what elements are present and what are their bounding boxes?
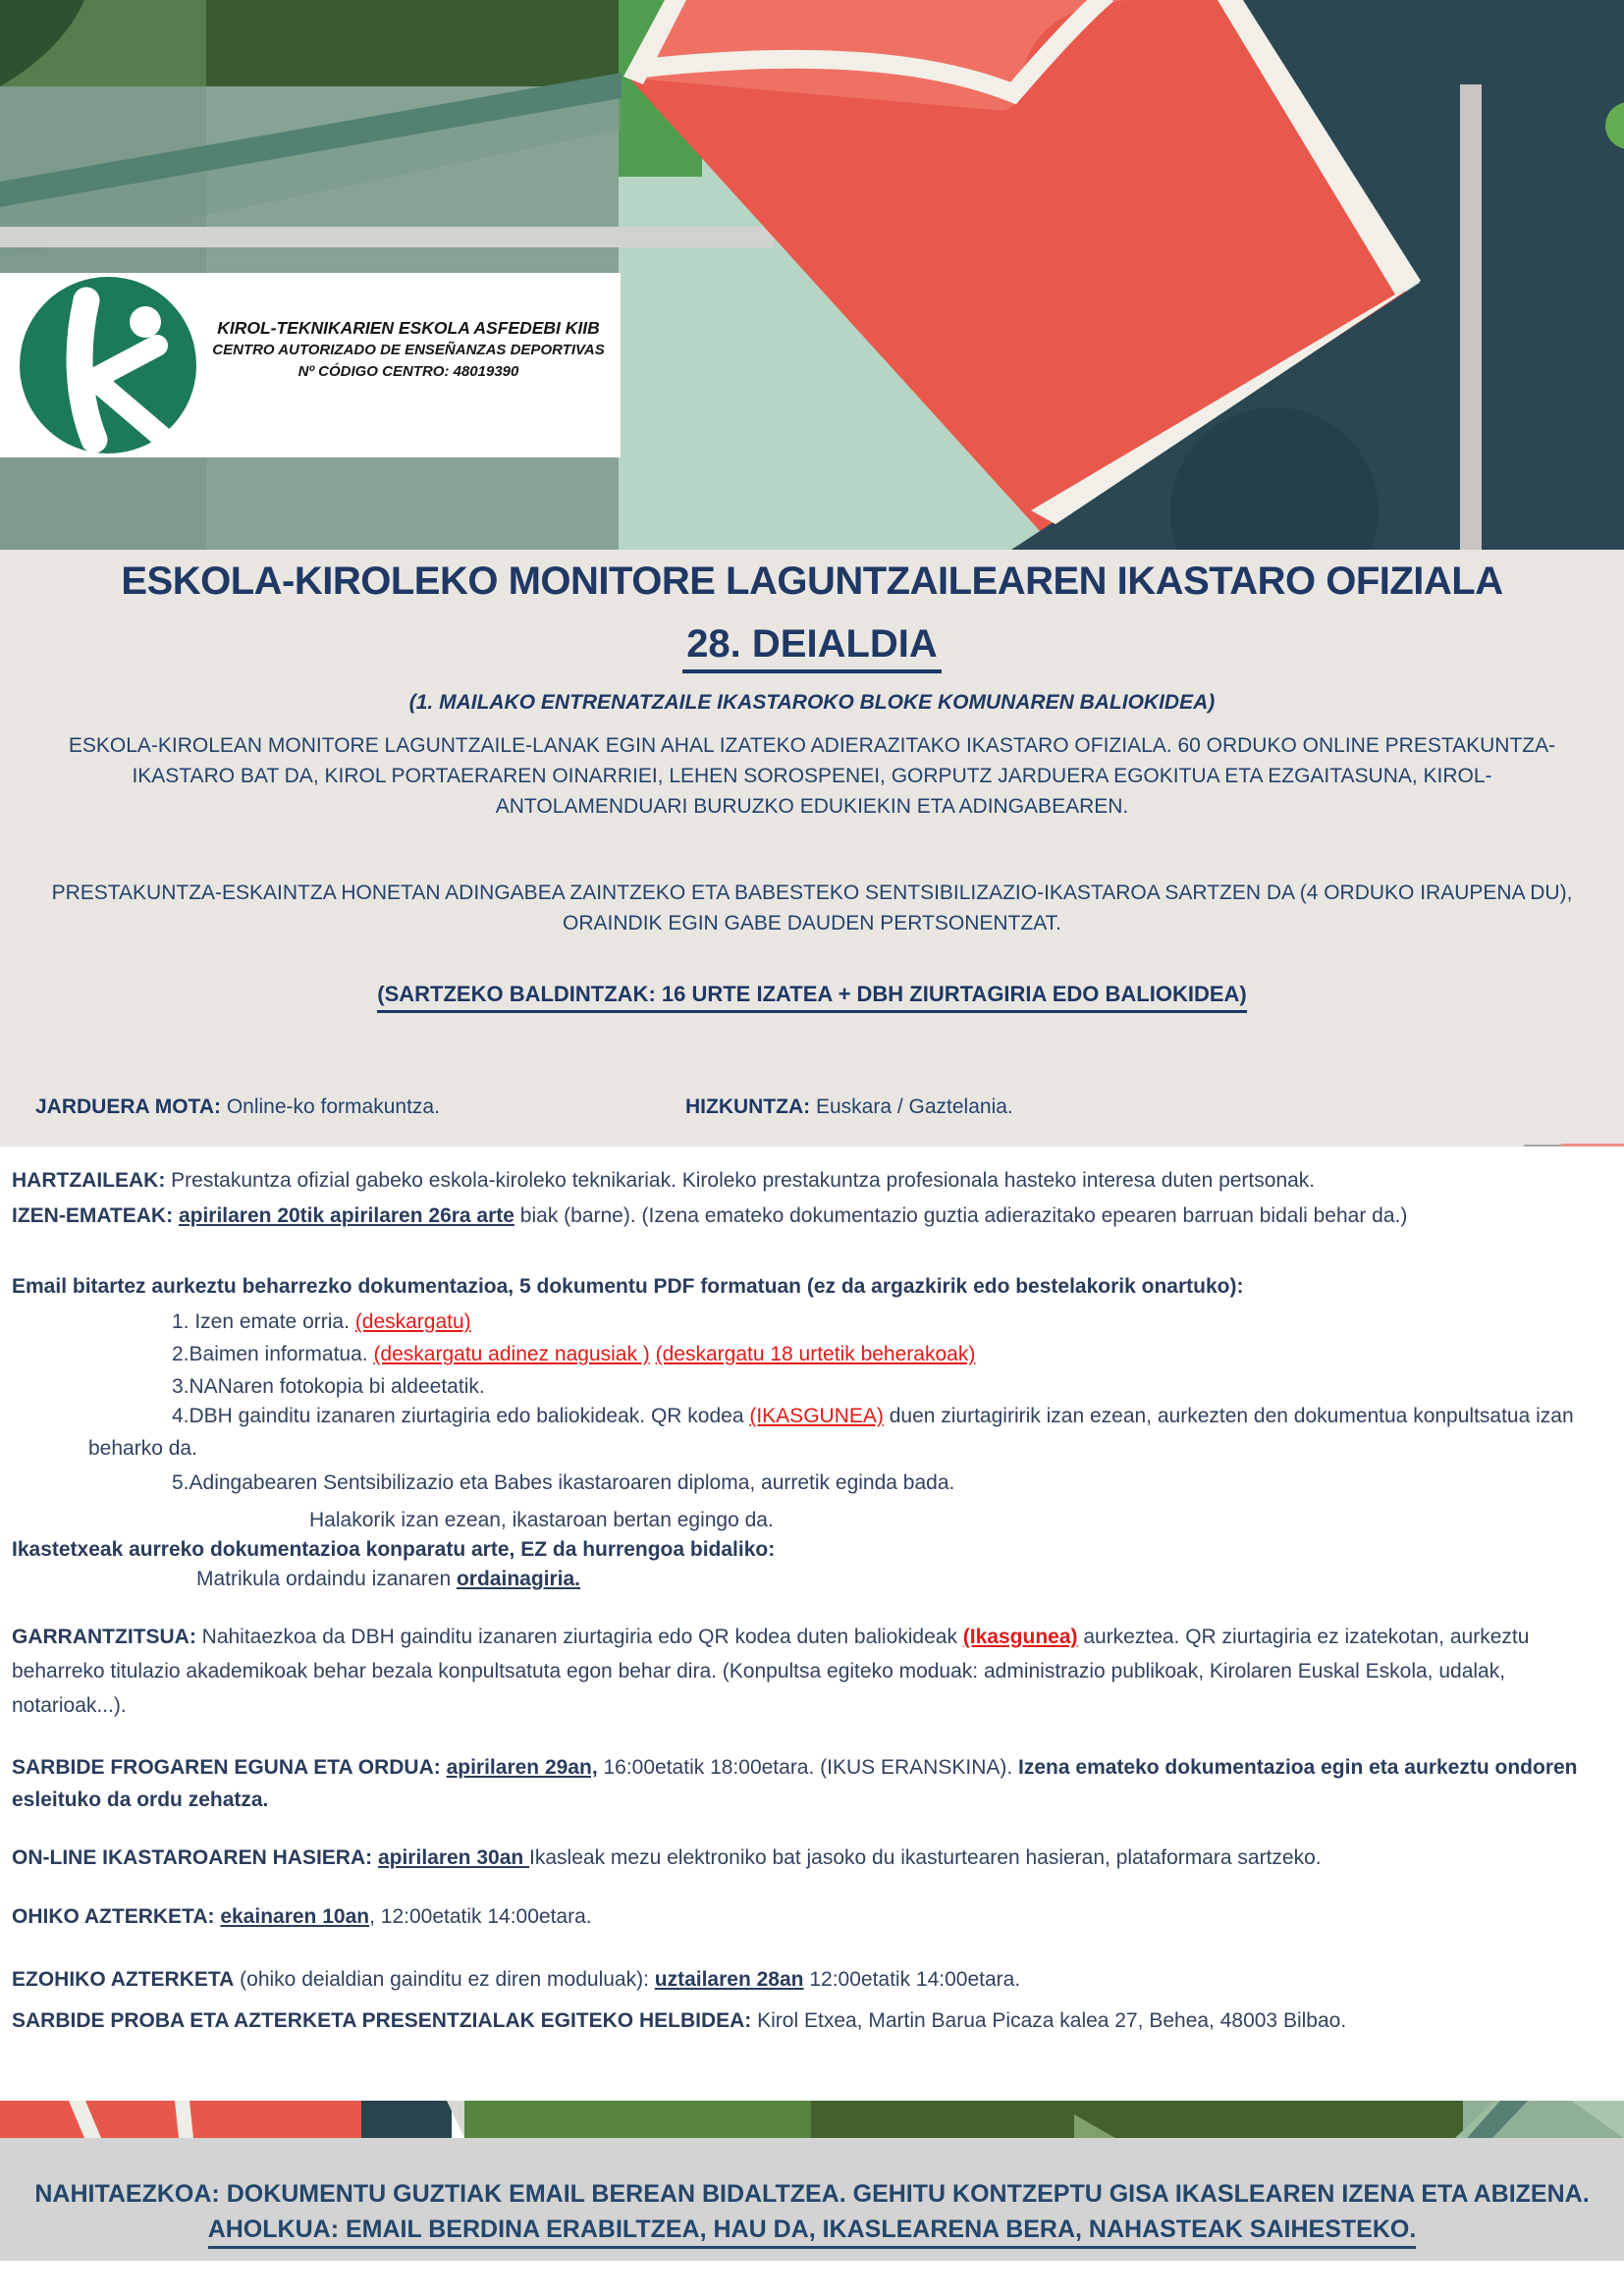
page-title-line1: ESKOLA-KIROLEKO MONITORE LAGUNTZAILEAREN IKASTARO OFIZIALA [121,560,1503,603]
activity-type-value: Online-ko formakuntza. [221,1095,440,1118]
text-run: ON-LINE IKASTAROAREN HASIERA: [12,1846,373,1869]
paragraph-garrantzitsua [12,1620,1614,1723]
org-name: KIROL-TEKNIKARIEN ESKOLA ASFEDEBI KIIB [217,318,600,338]
text-run: ordainagiria. [456,1568,581,1590]
text-run: ekainaren 10an [220,1905,370,1928]
text-run: EZOHIKO AZTERKETA [12,1968,235,1991]
list-item-5 [12,1467,1614,1499]
text-run: apirilaren 30an [377,1846,530,1869]
download-link[interactable]: (deskargatu) [354,1310,471,1333]
text-run: SARBIDE FROGAREN EGUNA ETA ORDUA: [12,1756,441,1779]
paragraph-online-hasiera [12,1842,1614,1874]
text-run: apirilaren 20tik apirilaren 26ra arte [178,1204,514,1227]
text-run: aurkeztea. QR ziurtagiria ez izatekotan, aurkeztu beharreko titulazio akademikoak behar bezala konpultsatuta egon behar dira. (Konpultsa egiteko moduak: administrazio publikoak, Kirolaren Euskal Eskola, udalak, notarioak...). [12,1626,1530,1717]
download-link[interactable]: (deskargatu 18 urtetik beherakoak) [655,1343,976,1365]
text-run: Prestakuntza ofizial gabeko eskola-kiroleko teknikariak. Kiroleko prestakuntza profesionala hasteko interesa duten pertsonak. [165,1169,1316,1192]
paragraph-email-docs [12,1270,1614,1303]
text-run: OHIKO AZTERKETA: [12,1905,215,1928]
text-run: 12:00etatik 14:00etara. [803,1968,1021,1991]
text-run: Izena emateko dokumentazioa egin eta aurkeztu ondoren esleituko da ordu zehatza. [12,1756,1578,1811]
list-item-2 [12,1338,1614,1370]
org-subtitle: CENTRO AUTORIZADO DE ENSEÑANZAS DEPORTIVAS [212,342,605,358]
text-run: 3.NANaren fotokopia bi aldeetatik. [172,1375,485,1398]
text-run: SARBIDE PROBA ETA AZTERKETA PRESENTZIALAK EGITEKO HELBIDEA: [12,2009,752,2032]
page-title-line2 [0,622,1624,673]
paragraph-ezohiko-azterketa [12,1963,1614,1996]
download-link[interactable]: (IKASGUNEA) [749,1405,884,1427]
body-section [0,1147,1624,2101]
text-run: Email bitartez aurkeztu beharrezko dokumentazioa, 5 dokumentu PDF formatuan (ez da argazkirik edo bestelakorik onartuko): [12,1275,1244,1298]
text-run: Nahitaezkoa da DBH gainditu izanaren ziurtagiria edo QR kodea duten baliokideak [195,1626,963,1648]
paragraph-matrikula [12,1563,1614,1595]
text-run: Ikasleak mezu elektroniko bat jasoko du ikasturtearen hasieran, plataformara sartzeko. [529,1846,1322,1869]
footer-advice-note [0,2215,1624,2249]
text-run: IZEN-EMATEAK: [12,1204,174,1227]
text-run: 2.Baimen informatua. [172,1343,374,1365]
text-run: 16:00etatik 18:00etara. (IKUS ERANSKINA). [597,1756,1019,1779]
requirements-wrap [0,982,1624,1013]
course-extra-description: PRESTAKUNTZA-ESKAINTZA HONETAN ADINGABEA ZAINTZEKO ETA BABESTEKO SENTSIBILIZAZIO-IKASTAROA SARTZEN DA (4 ORDUKO IRAUPENA DU), ORAINDIK EGIN GABE DAUDEN PERTSONENTZAT. [51,881,1573,934]
footer-artwork [0,2101,1624,2138]
language [685,1095,1013,1119]
text-run: apirilaren 29an, [446,1756,598,1779]
text-run: uztailaren 28an [654,1968,804,1991]
download-link[interactable]: (deskargatu adinez nagusiak ) [373,1343,650,1365]
paragraph-sarbide-froga [12,1751,1614,1816]
text-run: Matrikula ordaindu izanaren [196,1568,457,1590]
text-run: HARTZAILEAK: [12,1169,166,1192]
logo-text-block [194,316,623,383]
list-item-1 [12,1306,1614,1338]
paragraph-ikastetxeak [12,1533,1614,1566]
text-run: 4.DBH gainditu izanaren ziurtagiria edo baliokideak. QR kodea [172,1405,750,1427]
course-equivalence-subtitle: (1. MAILAKO ENTRENATZAILE IKASTAROKO BLOKE KOMUNAREN BALIOKIDEA) [408,691,1216,714]
course-description: ESKOLA-KIROLEAN MONITORE LAGUNTZAILE-LANAK EGIN AHAL IZATEKO ADIERAZITAKO IKASTARO OFIZIALA. 60 ORDUKO ONLINE PRESTAKUNTZA-IKASTARO BAT DA, KIROL PORTAERAREN OINARRIEI, LEHEN SOROSPENEI, GORPUTZ JARDUERA EGOKITUA ETA EZGAITASUNA, KIROL-ANTOLAMENDUARI BURUZKO EDUKIEKIN ETA ADINGABEAREN. [68,734,1556,818]
entry-requirements: (SARTZEKO BALDINTZAK: 16 URTE IZATEA + DBH ZIURTAGIRIA EDO BALIOKIDEA) [377,982,1246,1013]
footer-mandatory-note: NAHITAEZKOA: DOKUMENTU GUZTIAK EMAIL BEREAN BIDALTZEA. GEHITU KONTZEPTU GISA IKASLEAREN IZENA ETA ABIZENA. [34,2180,1590,2208]
download-link[interactable]: (Ikasgunea) [962,1626,1078,1648]
text-run: Kirol Etxea, Martin Barua Picaza kalea 27, Behea, 48003 Bilbao. [751,2009,1347,2032]
language-value: Euskara / Gaztelania. [810,1095,1013,1118]
text-run: (ohiko deialdian gainditu ez diren moduluak): [234,1968,655,1991]
logo-box [0,273,621,457]
footer-art-svg [0,2101,1624,2138]
edition-number: 28. DEIALDIA [682,622,942,673]
list-item-3 [12,1370,1614,1403]
activity-type [35,1095,440,1119]
footer-band [0,2138,1624,2261]
text-run: GARRANTZITSUA: [12,1626,196,1648]
text-run: 5.Adingabearen Sentsibilizazio eta Babes ikastaroaren diploma, aurretik eginda bada. [172,1471,955,1494]
language-label: HIZKUNTZA: [685,1095,811,1118]
activity-type-label: JARDUERA MOTA: [35,1095,221,1118]
paragraph-halakorik [12,1504,1614,1536]
footer-advice-text: AHOLKUA: EMAIL BERDINA ERABILTZEA, HAU DA, IKASLEARENA BERA, NAHASTEAK SAIHESTEKO. [208,2215,1417,2249]
text-run: Ikastetxeak aurreko dokumentazioa konparatu arte, EZ da hurrengoa bidaliko: [12,1538,776,1561]
text-run: duen ziurtagiririk izan ezean, aurkezten den dokumentua konpultsatua izan beharko da. [88,1405,1574,1460]
text-run: , 12:00etatik 14:00etara. [369,1905,592,1928]
text-run: biak (barne). (Izena emateko dokumentazio guztia adierazitako epearen barruan bidali behar da.) [514,1204,1408,1227]
text-run: 1. Izen emate orria. [172,1310,355,1333]
paragraph-izen-emateak [12,1200,1614,1232]
text-run: Halakorik izan ezean, ikastaroan bertan egingo da. [309,1509,774,1531]
paragraph-hartzaileak [12,1164,1614,1197]
paragraph-ohiko-azterketa [12,1900,1614,1933]
paragraph-helbidea [12,2004,1614,2037]
org-code: Nº CÓDIGO CENTRO: 48019390 [298,363,519,380]
k-person-logo-icon [0,273,206,457]
list-item-4 [12,1400,1614,1465]
